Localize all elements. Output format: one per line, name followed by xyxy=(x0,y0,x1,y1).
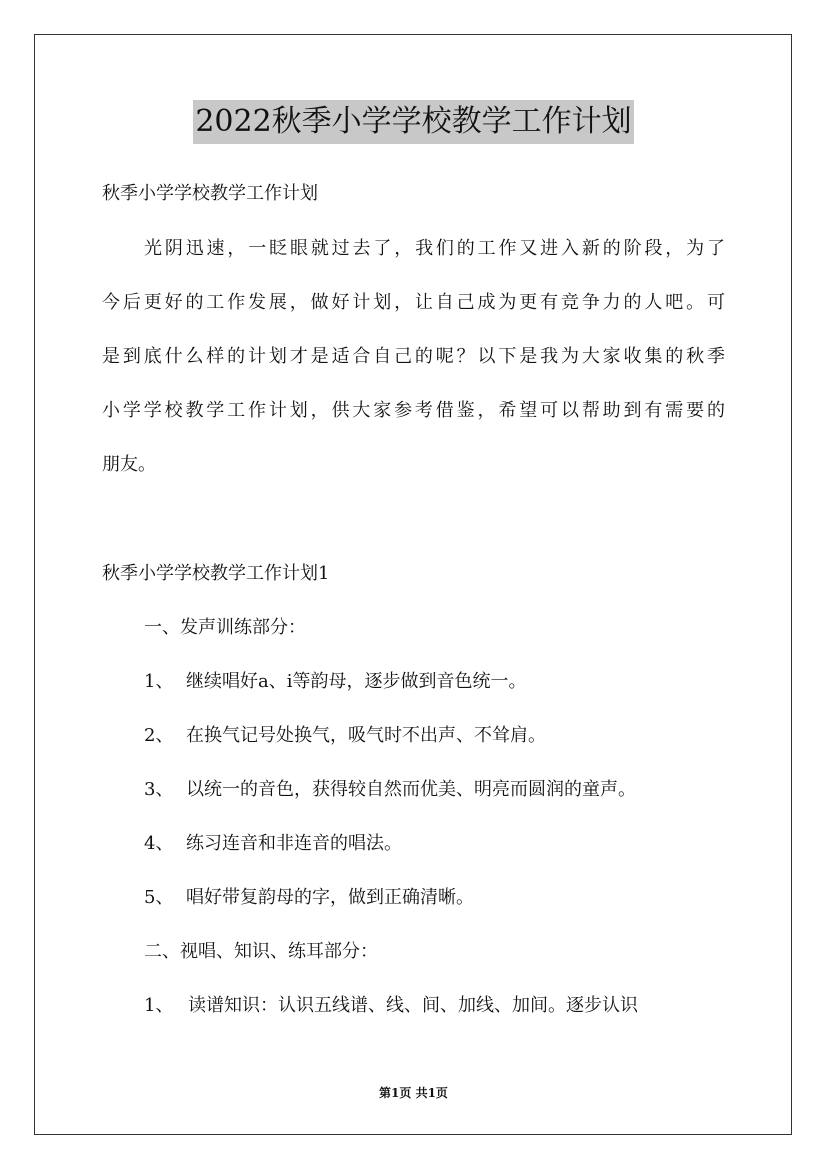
list-item xyxy=(144,778,636,802)
title-container xyxy=(0,100,827,144)
list-item-number: 5、 xyxy=(144,887,174,908)
list-item xyxy=(144,886,474,910)
section-title: 秋季小学学校教学工作计划1 xyxy=(102,563,330,584)
intro-line-1: 光阴迅速，一眨眼就过去了，我们的工作又进入新的阶段，为了 xyxy=(144,238,725,259)
intro-line-3: 是到底什么样的计划才是适合自己的呢？以下是我为大家收集的秋季 xyxy=(102,346,725,367)
list-item-number: 2、 xyxy=(144,725,174,746)
list-item-text: 继续唱好a、i等韵母，逐步做到音色统一。 xyxy=(186,671,527,692)
part2-heading: 二、视唱、知识、练耳部分： xyxy=(144,941,378,962)
list-item-text: 练习连音和非连音的唱法。 xyxy=(186,833,402,854)
intro-line-4: 小学学校教学工作计划，供大家参考借鉴，希望可以帮助到有需要的 xyxy=(102,400,725,421)
page-footer: 第1页 共1页 xyxy=(379,1086,448,1100)
document-subtitle: 秋季小学学校教学工作计划 xyxy=(102,183,318,204)
intro-line-5: 朋友。 xyxy=(102,454,156,475)
list-item xyxy=(144,670,527,694)
list-item-number: 1、 xyxy=(144,671,174,692)
list-item-text: 读谱知识：认识五线谱、线、间、加线、加间。逐步认识 xyxy=(188,995,638,1016)
list-item xyxy=(144,832,402,856)
part1-heading: 一、发声训练部分： xyxy=(144,617,306,638)
list-item xyxy=(144,994,638,1018)
list-item xyxy=(144,724,546,748)
list-item-text: 唱好带复韵母的字，做到正确清晰。 xyxy=(186,887,474,908)
list-item-text: 以统一的音色，获得较自然而优美、明亮而圆润的童声。 xyxy=(186,779,636,800)
list-item-text: 在换气记号处换气，吸气时不出声、不耸肩。 xyxy=(186,725,546,746)
intro-line-2: 今后更好的工作发展，做好计划，让自己成为更有竞争力的人吧。可 xyxy=(102,292,725,313)
list-item-number: 3、 xyxy=(144,779,174,800)
list-item-number: 4、 xyxy=(144,833,174,854)
document-title: 2022秋季小学学校教学工作计划 xyxy=(193,100,633,144)
list-item-number: 1、 xyxy=(144,995,174,1016)
